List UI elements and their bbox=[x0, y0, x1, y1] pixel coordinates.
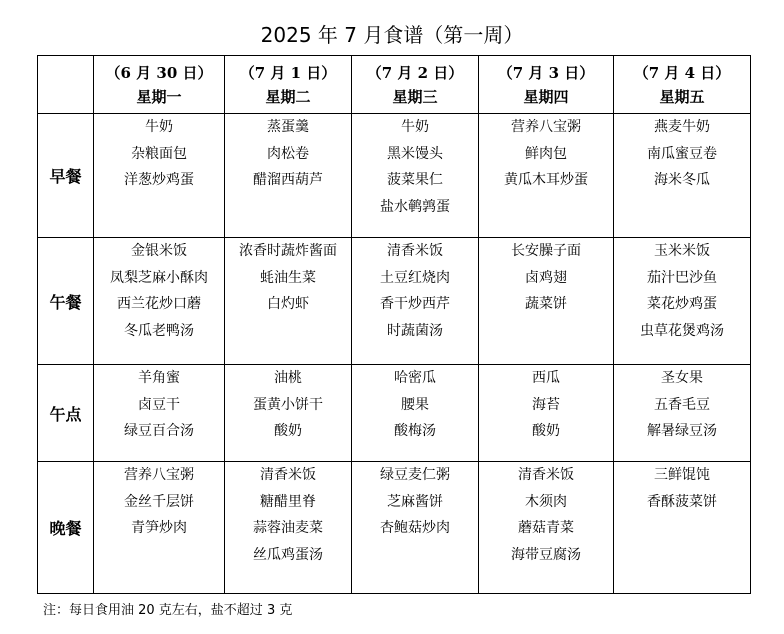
dish-item: 蔬菜饼 bbox=[525, 296, 567, 312]
menu-cell bbox=[479, 462, 614, 594]
dish-item: 青笋炒肉 bbox=[131, 520, 187, 536]
dish-item: 杏鲍菇炒肉 bbox=[380, 520, 450, 536]
menu-cell bbox=[94, 462, 225, 594]
menu-cell bbox=[225, 238, 352, 365]
day-weekday: 星期一 bbox=[136, 87, 182, 106]
dish-item: 卤鸡翅 bbox=[525, 269, 567, 286]
dish-item: 海带豆腐汤 bbox=[511, 546, 581, 563]
dish-item: 醋溜西葫芦 bbox=[253, 172, 323, 188]
dish-item: 羊角蜜 bbox=[138, 370, 180, 386]
dish-item: 杂粮面包 bbox=[131, 145, 187, 162]
meal-label: 早餐 bbox=[38, 114, 94, 238]
menu-cell bbox=[614, 238, 751, 365]
meal-row bbox=[38, 462, 751, 594]
dish-item: 酸奶 bbox=[532, 423, 560, 439]
dish-item: 南瓜蜜豆卷 bbox=[647, 145, 717, 162]
footnote: 注：每日食用油 20 克左右，盐不超过 3 克 bbox=[43, 603, 293, 618]
day-weekday: 星期四 bbox=[523, 87, 569, 106]
dish-item: 白灼虾 bbox=[267, 296, 309, 312]
dish-item: 酸奶 bbox=[274, 423, 302, 439]
day-header bbox=[94, 56, 225, 114]
dish-item: 肉松卷 bbox=[267, 145, 309, 162]
dish-item: 长安臊子面 bbox=[511, 243, 581, 259]
dish-item: 菠菜果仁 bbox=[387, 172, 443, 188]
menu-cell bbox=[352, 238, 479, 365]
dish-item: 香酥菠菜饼 bbox=[647, 493, 717, 510]
dish-item: 清香米饭 bbox=[387, 243, 443, 259]
dish-item: 五香毛豆 bbox=[654, 396, 710, 413]
dish-item: 洋葱炒鸡蛋 bbox=[124, 172, 194, 188]
day-date: （7 月 4 日） bbox=[633, 63, 731, 82]
day-header bbox=[479, 56, 614, 114]
dish-item: 浓香时蔬炸酱面 bbox=[239, 243, 337, 259]
dish-item: 蒜蓉油麦菜 bbox=[253, 520, 323, 536]
meal-label: 午点 bbox=[38, 365, 94, 462]
day-date: （7 月 1 日） bbox=[239, 63, 337, 82]
menu-cell bbox=[94, 365, 225, 462]
dish-item: 金丝千层饼 bbox=[124, 493, 194, 510]
menu-cell bbox=[94, 114, 225, 238]
dish-item: 西兰花炒口蘑 bbox=[117, 296, 201, 312]
dish-item: 凤梨芝麻小酥肉 bbox=[110, 269, 208, 286]
menu-cell bbox=[352, 365, 479, 462]
dish-item: 三鲜馄饨 bbox=[654, 467, 710, 483]
dish-item: 玉米米饭 bbox=[654, 243, 710, 259]
menu-cell bbox=[479, 238, 614, 365]
dish-item: 丝瓜鸡蛋汤 bbox=[253, 546, 323, 563]
dish-item: 黄瓜木耳炒蛋 bbox=[504, 172, 588, 188]
dish-item: 鲜肉包 bbox=[525, 145, 567, 162]
dish-item: 黑米馒头 bbox=[387, 145, 443, 162]
menu-cell bbox=[225, 365, 352, 462]
dish-item: 牛奶 bbox=[145, 119, 173, 135]
dish-item: 香干炒西芹 bbox=[380, 296, 450, 312]
meal-row bbox=[38, 238, 751, 365]
menu-cell bbox=[479, 114, 614, 238]
day-weekday: 星期三 bbox=[392, 87, 438, 106]
day-header bbox=[225, 56, 352, 114]
menu-cell bbox=[352, 114, 479, 238]
dish-item: 营养八宝粥 bbox=[124, 467, 194, 483]
dish-item: 土豆红烧肉 bbox=[380, 269, 450, 286]
dish-item: 盐水鹌鹑蛋 bbox=[380, 198, 450, 215]
day-date: （6 月 30 日） bbox=[105, 63, 213, 82]
menu-cell bbox=[94, 238, 225, 365]
dish-item: 腰果 bbox=[401, 396, 429, 413]
dish-item: 海苔 bbox=[532, 396, 560, 413]
menu-cell bbox=[479, 365, 614, 462]
menu-cell bbox=[614, 114, 751, 238]
dish-item: 西瓜 bbox=[532, 370, 560, 386]
dish-item: 木须肉 bbox=[525, 493, 567, 510]
meal-label: 午餐 bbox=[38, 238, 94, 365]
corner-cell bbox=[38, 56, 94, 114]
dish-item: 金银米饭 bbox=[131, 243, 187, 259]
dish-item: 海米冬瓜 bbox=[654, 172, 710, 188]
dish-item: 牛奶 bbox=[401, 119, 429, 135]
dish-item: 绿豆麦仁粥 bbox=[380, 467, 450, 483]
day-date: （7 月 3 日） bbox=[497, 63, 595, 82]
dish-item: 清香米饭 bbox=[260, 467, 316, 483]
meal-label: 晚餐 bbox=[38, 462, 94, 594]
dish-item: 圣女果 bbox=[661, 370, 703, 386]
menu-table bbox=[37, 55, 751, 594]
day-weekday: 星期五 bbox=[659, 87, 705, 106]
dish-item: 蘑菇青菜 bbox=[518, 520, 574, 536]
day-header bbox=[614, 56, 751, 114]
dish-item: 蒸蛋羹 bbox=[267, 119, 309, 135]
dish-item: 蛋黄小饼干 bbox=[253, 396, 323, 413]
meal-row bbox=[38, 114, 751, 238]
dish-item: 清香米饭 bbox=[518, 467, 574, 483]
dish-item: 虫草花煲鸡汤 bbox=[640, 322, 724, 339]
dish-item: 菜花炒鸡蛋 bbox=[647, 296, 717, 312]
menu-cell bbox=[352, 462, 479, 594]
dish-item: 冬瓜老鸭汤 bbox=[124, 322, 194, 339]
page-title: 2025 年 7 月食谱（第一周） bbox=[260, 23, 524, 47]
dish-item: 绿豆百合汤 bbox=[124, 423, 194, 439]
dish-item: 酸梅汤 bbox=[394, 423, 436, 439]
menu-cell bbox=[614, 462, 751, 594]
menu-cell bbox=[225, 114, 352, 238]
dish-item: 蚝油生菜 bbox=[260, 269, 316, 286]
dish-item: 卤豆干 bbox=[138, 396, 180, 413]
day-date: （7 月 2 日） bbox=[366, 63, 464, 82]
day-header bbox=[352, 56, 479, 114]
dish-item: 油桃 bbox=[274, 370, 302, 386]
menu-cell bbox=[225, 462, 352, 594]
dish-item: 时蔬菌汤 bbox=[387, 322, 443, 339]
day-weekday: 星期二 bbox=[265, 87, 311, 106]
dish-item: 燕麦牛奶 bbox=[654, 119, 710, 135]
dish-item: 哈密瓜 bbox=[394, 370, 436, 386]
menu-cell bbox=[614, 365, 751, 462]
header-row bbox=[38, 56, 751, 114]
dish-item: 糖醋里脊 bbox=[260, 493, 316, 510]
meal-row bbox=[38, 365, 751, 462]
dish-item: 解暑绿豆汤 bbox=[647, 423, 717, 439]
dish-item: 营养八宝粥 bbox=[511, 119, 581, 135]
dish-item: 芝麻酱饼 bbox=[387, 493, 443, 510]
dish-item: 茄汁巴沙鱼 bbox=[647, 269, 717, 286]
